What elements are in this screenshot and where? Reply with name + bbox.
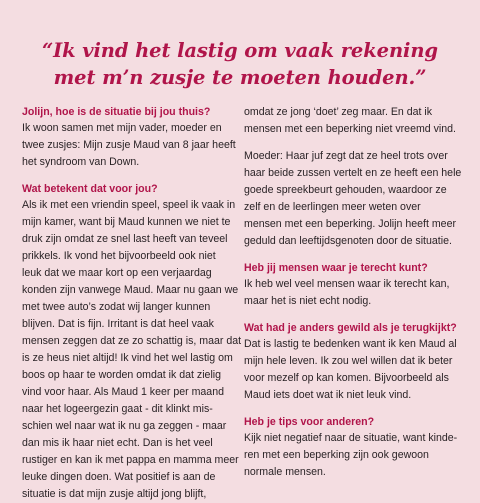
answer-line: omdat ze jong ‘doet’ zeg maar. En dat ik <box>244 106 433 118</box>
question-support: Heb jij mensen waar je terecht kunt? <box>244 262 428 274</box>
answer-line: het syndroom van Down. <box>22 156 140 168</box>
answer-line: geduld dan leeftijdsgenoten door de situatie. <box>244 235 452 247</box>
answer-meaning <box>22 197 242 503</box>
answer-line: zelf en de leerlingen meer weten over <box>244 201 421 213</box>
answer-line: Moeder: Haar juf zegt dat ze heel trots over <box>244 150 448 162</box>
answer-line: normale mensen. <box>244 466 326 478</box>
answer-line: druk zijn omdat ze snel last heeft van teveel <box>22 233 228 245</box>
answer-line: voor mezelf op kan komen. Bijvoorbeeld als <box>244 372 449 384</box>
answer-line: mensen zeggen dat ze zo schattig is, maar dat <box>22 335 242 347</box>
answer-line: blijven. Dat is fijn. Irritant is dat heel vaak <box>22 318 214 330</box>
answer-line: is ze heus niet altijd! Ik vind het wel lastig om <box>22 352 233 364</box>
answer-line: situatie is dat mijn zusje altijd jong blijft, <box>22 488 207 500</box>
question-meaning: Wat betekent dat voor jou? <box>22 183 158 195</box>
pull-quote <box>22 0 458 91</box>
question-tips: Heb je tips voor anderen? <box>244 416 375 428</box>
answer-line: dan mis ik haar niet echt. Dan is het veel <box>22 437 213 449</box>
answer-line: rustiger en kan ik met pappa en mamma meer <box>22 454 239 466</box>
answer-looking-back <box>244 336 458 404</box>
answer-line: mensen met een beperking. Jolijn heeft meer <box>244 218 456 230</box>
answer-line: vind voor haar. Als Maud 1 keer per maand <box>22 386 224 398</box>
answer-line: prikkels. Ik vond het bijvoorbeeld ook niet <box>22 250 216 262</box>
answer-tips <box>244 430 458 481</box>
answer-line: schien wel naar wat ik nu ga zeggen - maar <box>22 420 227 432</box>
answer-support <box>244 276 458 310</box>
answer-line: Als ik met een vriendin speel, speel ik vaak in <box>22 199 236 211</box>
pull-quote-line-2: met m’n zusje te moeten houden.” <box>53 66 427 89</box>
answer-line: naar het logeergezin gaat - dit klinkt mis- <box>22 403 213 415</box>
question-situation: Jolijn, hoe is de situatie bij jou thuis? <box>22 106 211 118</box>
answer-line: leuke dingen doen. Wat positief is aan de <box>22 471 216 483</box>
answer-line: mensen met een beperking niet vreemd vind. <box>244 123 456 135</box>
answer-line: Kijk niet negatief naar de situatie, want kinde- <box>244 432 458 444</box>
answer-line: met twee auto’s zodat wij langer kunnen <box>22 301 211 313</box>
answer-line: Ik woon samen met mijn vader, moeder en <box>22 122 222 134</box>
answer-line: leuk dat we maar kort op een verjaardag <box>22 267 212 279</box>
answer-line: Dat is lastig te bedenken want ik ken Maud al <box>244 338 457 350</box>
article-columns <box>22 104 462 503</box>
right-column <box>244 104 462 503</box>
pull-quote-line-1: “Ik vind het lastig om vaak rekening <box>42 39 438 62</box>
left-column <box>22 104 242 503</box>
answer-line: maar het is niet echt nodig. <box>244 295 372 307</box>
answer-line: goede spreekbeurt gehouden, waardoor ze <box>244 184 447 196</box>
answer-line: mijn hele leven. Ik zou wel willen dat ik beter <box>244 355 453 367</box>
answer-line: Maud iets doet wat ik niet leuk vind. <box>244 389 412 401</box>
answer-line: haar beide zussen vertelt en ze heeft een hele <box>244 167 462 179</box>
answer-line: mijn kamer, want bij Maud kunnen we niet te <box>22 216 231 228</box>
answer-meaning-continued <box>244 104 458 138</box>
answer-line: ren met een beperking zijn ook gewoon <box>244 449 429 461</box>
answer-line: twee zusjes: Mijn zusje Maud van 8 jaar heeft <box>22 139 236 151</box>
answer-line: konden zijn vanwege Maud. Maar nu gaan we <box>22 284 239 296</box>
mother-statement <box>244 148 462 250</box>
question-looking-back: Wat had je anders gewild als je terugkijkt? <box>244 322 457 334</box>
answer-line: Ik heb wel veel mensen waar ik terecht kan, <box>244 278 450 290</box>
answer-situation <box>22 120 236 171</box>
answer-line: boos op haar te worden omdat ik dat zielig <box>22 369 222 381</box>
